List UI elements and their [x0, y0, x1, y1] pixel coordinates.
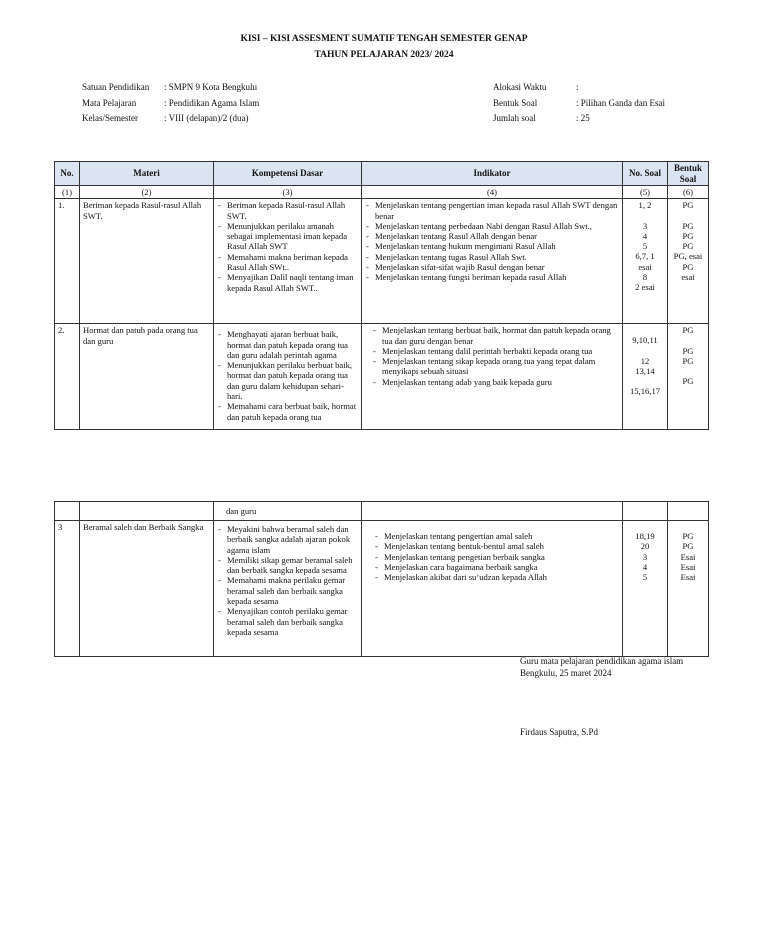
row-indikator: - Menjelaskan tentang pengertian amal saleh - Menjelaskan tentang bentuk-bentul amal saleh - Menjelaskan tentang pengetian berbaik sangka - Menjelaskan cara bagaimana berbaik sangka - Menjelaskan akibat dari su’udzan kepada Allah	[362, 521, 623, 657]
header-materi: Materi	[80, 162, 214, 186]
info-alokasi: Alokasi Waktu :	[493, 82, 579, 92]
info-bentuk: Bentuk Soal : Pilihan Ganda dan Esai	[493, 98, 665, 108]
row-materi: Beramal saleh dan Berbaik Sangka	[80, 521, 214, 657]
kisi-table-continued	[54, 501, 709, 657]
header-no: No.	[55, 162, 80, 186]
signature-role: Guru mata pelajaran pendidikan agama islam	[520, 656, 684, 666]
header-no-soal: No. Soal	[623, 162, 668, 186]
header-bentuk-soal: Bentuk Soal	[668, 162, 709, 186]
table-header-row	[55, 162, 709, 186]
table-row	[55, 199, 709, 324]
row-indikator: - Menjelaskan tentang pengertian iman kepada rasul Allah SWT dengan benar - Menjelaskan tentang perbedaan Nabi dengan Rasul Allah Swt., - Menjelaskan tentang Rasul Allah dengan benar - Menjelaskan tentang hukum mengimani Rasul Allah - Menjelaskan tentang tugas Rasul Allah Swt. - Menjelaskan sifat-sifat wajib Rasul dengan benar - Menjelaskan tentang fungsi beriman kepada rasul Allah	[362, 199, 623, 324]
kisi-table	[54, 161, 709, 430]
row-no-soal: 18,19 20 3 4 5	[623, 521, 668, 657]
row-no-soal: 9,10,11 12 13,14 15,16,17	[623, 324, 668, 430]
table-row	[55, 324, 709, 430]
header-indikator: Indikator	[362, 162, 623, 186]
info-satuan: Satuan Pendidikan : SMPN 9 Kota Bengkulu	[82, 82, 258, 92]
info-jumlah: Jumlah soal : 25	[493, 113, 590, 123]
row-bentuk-soal: PG PG Esai Esai Esai	[668, 521, 709, 657]
table-row	[55, 521, 709, 657]
header-kd: Kompetensi Dasar	[214, 162, 362, 186]
row-bentuk-soal: PG PG PG PG PG, esai PG esai	[668, 199, 709, 324]
row-no: 2.	[55, 324, 80, 430]
signature-name: Firdaus Saputra, S.Pd	[520, 727, 599, 737]
row-bentuk-soal: PG PG PG PG	[668, 324, 709, 430]
row-kd: - Menghayati ajaran berbuat baik, hormat dan patuh kepada orang tua dan guru adalah perintah agama - Menunjukkan perilaku berbuat baik, hormat dan patuh kepada orang tua dan guru dalam kehidupan sehari-hari. - Memahami cara berbuat baik, hormat dan patuh kepada orang tua	[214, 324, 362, 430]
document-title-line1: KISI – KISI ASSESMENT SUMATIF TENGAH SEMESTER GENAP	[240, 34, 528, 44]
row-kd-continued: dan guru	[214, 502, 362, 521]
row-no-soal: 1, 2 3 4 5 6,7, 1 esai 8 2 esai	[623, 199, 668, 324]
info-kelas: Kelas/Semester : VIII (delapan)/2 (dua)	[82, 113, 249, 123]
row-kd: - Beriman kepada Rasul-rasul Allah SWT. - Menunjukkan perilaku amanah sebagai implementasi iman kepada Rasul Allah SWT - Memahami makna beriman kepada Rasul Allah SWt.. - Menyajikan Dalil naqli tentang iman kepada Rasul Allah SWT..	[214, 199, 362, 324]
signature-place-date: Bengkulu, 25 maret 2024	[520, 668, 612, 678]
row-no: 3	[55, 521, 80, 657]
table-number-row: (1) (2) (3) (4) (5) (6)	[55, 186, 709, 199]
row-kd: - Meyakini bahwa beramal saleh dan berbaik sangka adalah ajaran pokok agama islam - Memiliki sikap gemar beramal saleh dan berbaik sangka kepada sesama - Memahami makna perilaku gemar beramal saleh dan berbaik sangka kepada sesama - Menyajikan contoh perilaku gemar beramal saleh dan berbaik sangka kepada sesama	[214, 521, 362, 657]
row-no: 1.	[55, 199, 80, 324]
row-materi: Hormat dan patuh pada orang tua dan guru	[80, 324, 214, 430]
info-mapel: Mata Pelajaran : Pendidikan Agama Islam	[82, 98, 260, 108]
document-title-line2: TAHUN PELAJARAN 2023/ 2024	[314, 50, 454, 60]
row-indikator: - Menjelaskan tentang berbuat baik, hormat dan patuh kepada orang tua dan guru dengan benar - Menjelaskan tentang dalil perintah berbakti kepada orang tua - Menjelaskan tentang sikap kepada orang tua yang tepat dalam menyikapi sebuah situasi - Menjelaskan tentang adab yang baik kepada guru	[362, 324, 623, 430]
row-materi: Beriman kepada Rasul-rasul Allah SWT.	[80, 199, 214, 324]
table-row-continued	[55, 502, 709, 521]
